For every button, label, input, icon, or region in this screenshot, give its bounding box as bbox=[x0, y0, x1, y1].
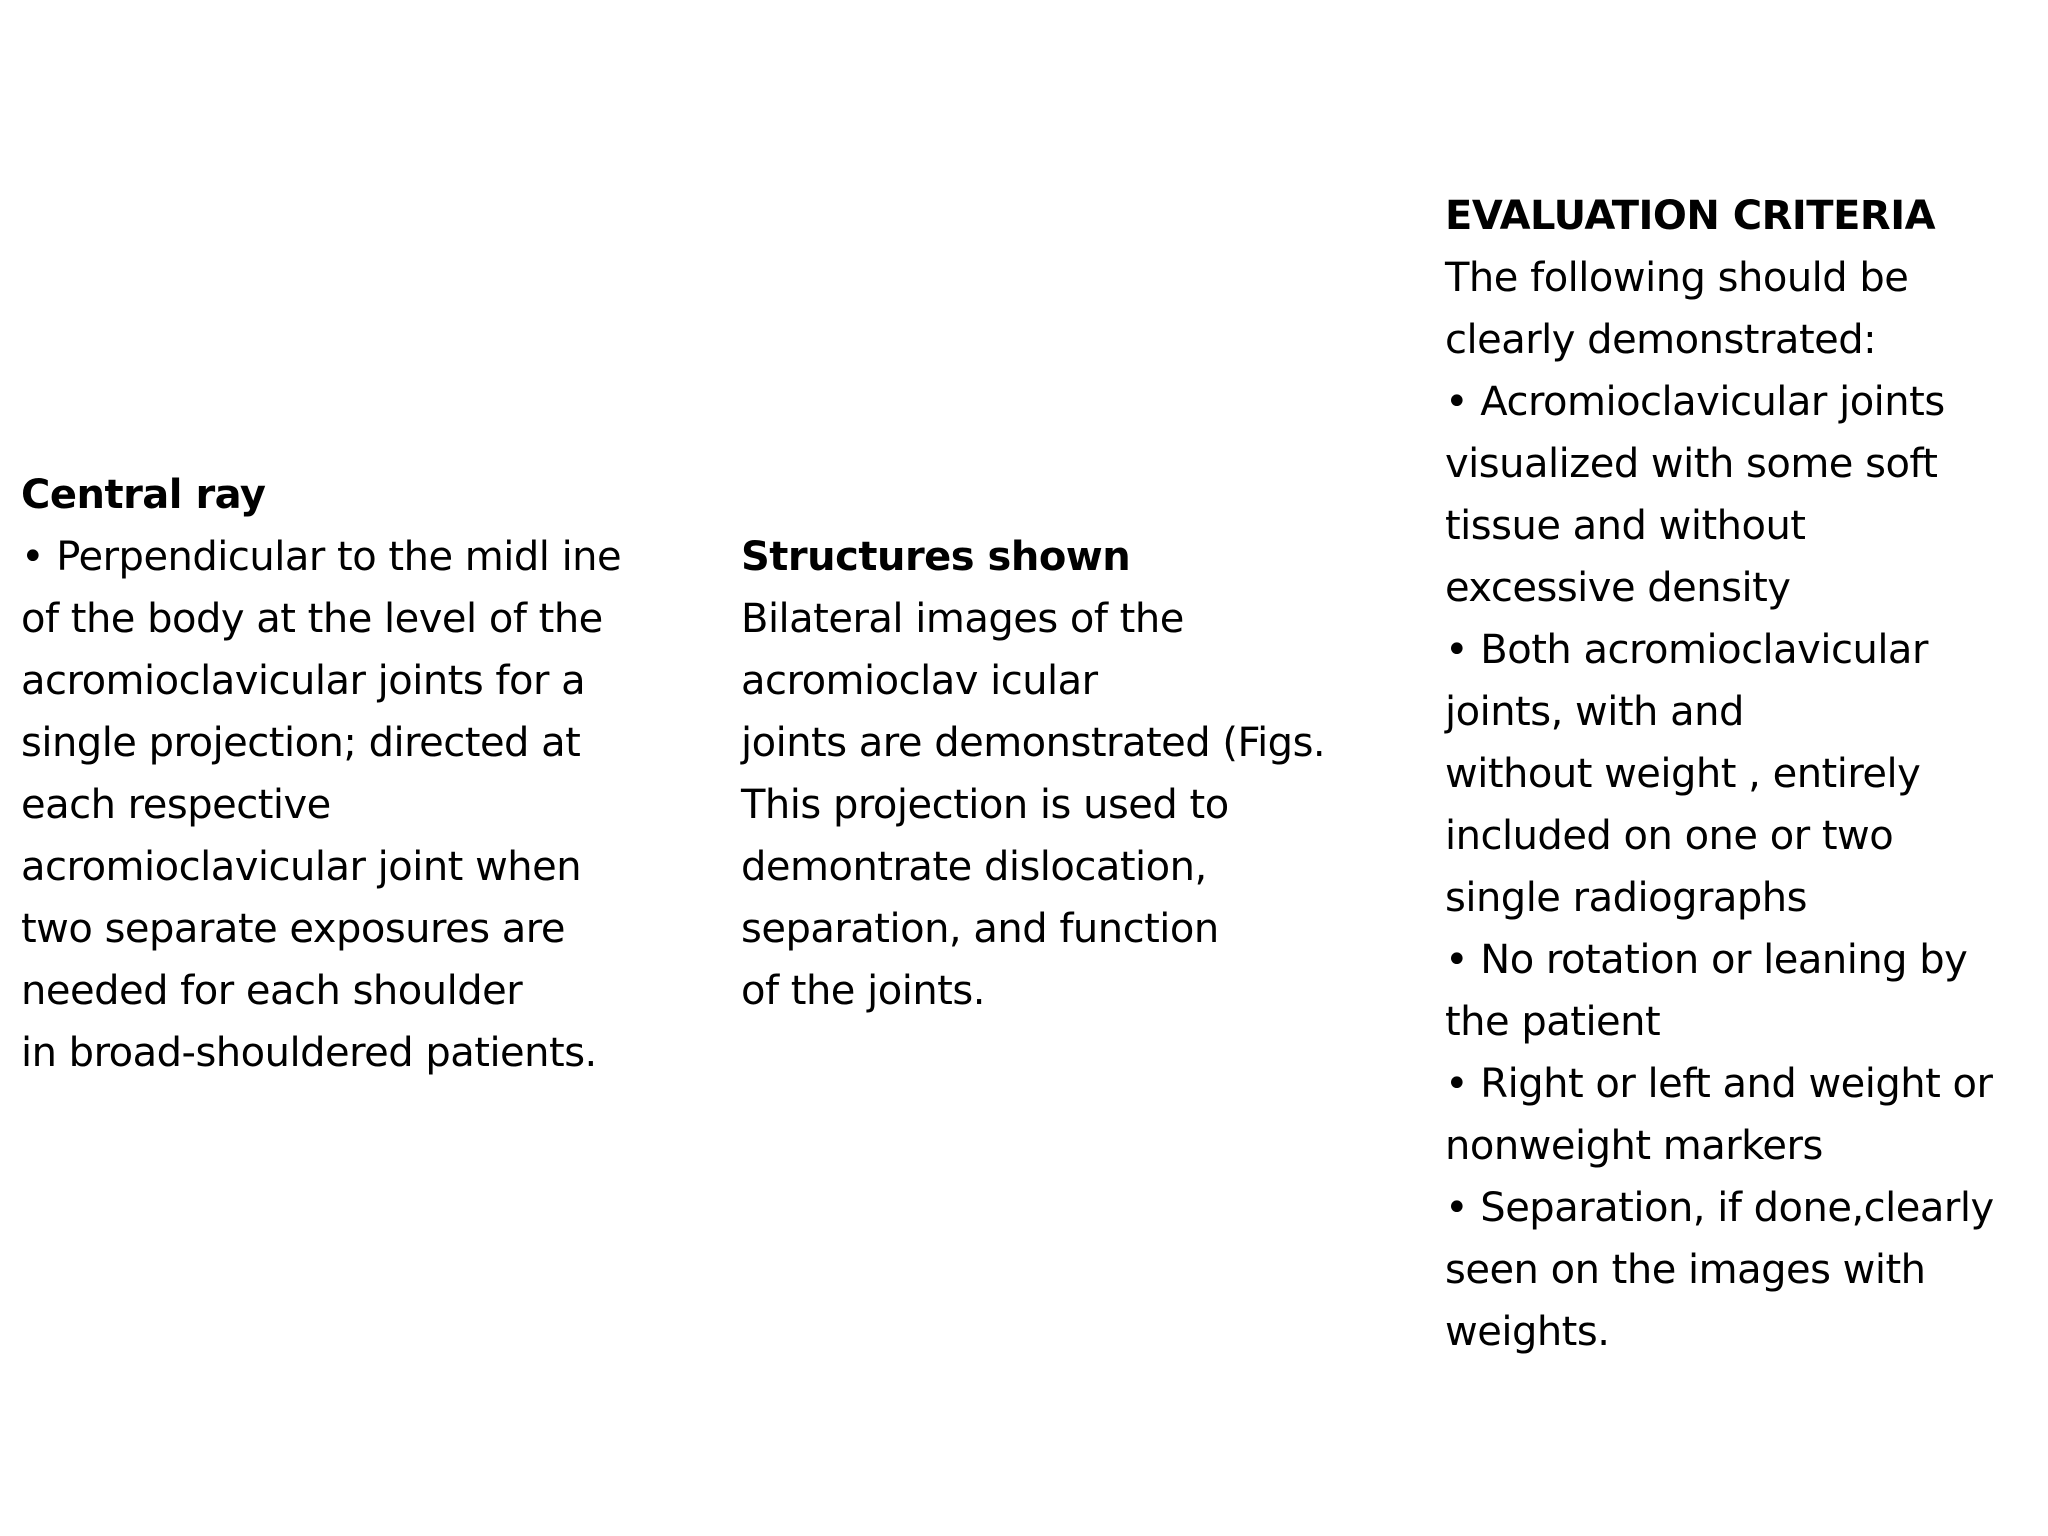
evaluation-criteria-line: visualized with some soft bbox=[1445, 441, 1938, 487]
evaluation-criteria-line: The following should be bbox=[1445, 255, 1909, 301]
central-ray-line: single projection; directed at bbox=[21, 720, 581, 766]
structures-shown-line: Bilateral images of the bbox=[741, 596, 1184, 642]
evaluation-criteria-line: • Separation, if done,clearly bbox=[1445, 1185, 1994, 1231]
evaluation-criteria-line: seen on the images with bbox=[1445, 1247, 1926, 1293]
evaluation-criteria-line: tissue and without bbox=[1445, 503, 1806, 549]
evaluation-criteria-heading: EVALUATION CRITERIA bbox=[1445, 193, 1936, 239]
evaluation-criteria-line: without weight , entirely bbox=[1445, 751, 1921, 797]
central-ray-heading: Central ray bbox=[21, 472, 266, 518]
structures-shown-line: This projection is used to bbox=[741, 782, 1229, 828]
central-ray-line: of the body at the level of the bbox=[21, 596, 603, 642]
evaluation-criteria-line: • Right or left and weight or bbox=[1445, 1061, 1993, 1107]
evaluation-criteria-line: weights. bbox=[1445, 1309, 1610, 1355]
evaluation-criteria-section bbox=[1445, 185, 1994, 1363]
evaluation-criteria-line: • Acromioclavicular joints bbox=[1445, 379, 1945, 425]
evaluation-criteria-line: included on one or two bbox=[1445, 813, 1894, 859]
structures-shown-heading: Structures shown bbox=[741, 534, 1131, 580]
structures-shown-line: joints are demonstrated (Figs. bbox=[741, 720, 1326, 766]
structures-shown-section bbox=[741, 526, 1325, 1022]
structures-shown-line: of the joints. bbox=[741, 968, 985, 1014]
central-ray-line: • Perpendicular to the midl ine bbox=[21, 534, 622, 580]
structures-shown-line: separation, and function bbox=[741, 906, 1219, 952]
evaluation-criteria-line: the patient bbox=[1445, 999, 1661, 1045]
evaluation-criteria-line: clearly demonstrated: bbox=[1445, 317, 1877, 363]
evaluation-criteria-line: joints, with and bbox=[1445, 689, 1744, 735]
evaluation-criteria-line: • No rotation or leaning by bbox=[1445, 937, 1968, 983]
evaluation-criteria-line: single radiographs bbox=[1445, 875, 1807, 921]
evaluation-criteria-line: • Both acromioclavicular bbox=[1445, 627, 1928, 673]
structures-shown-line: demontrate dislocation, bbox=[741, 844, 1207, 890]
central-ray-line: acromioclavicular joint when bbox=[21, 844, 582, 890]
central-ray-section bbox=[21, 464, 621, 1084]
central-ray-line: needed for each shoulder bbox=[21, 968, 523, 1014]
central-ray-line: two separate exposures are bbox=[21, 906, 565, 952]
evaluation-criteria-line: nonweight markers bbox=[1445, 1123, 1823, 1169]
structures-shown-line: acromioclav icular bbox=[741, 658, 1098, 704]
central-ray-line: each respective bbox=[21, 782, 331, 828]
evaluation-criteria-line: excessive density bbox=[1445, 565, 1791, 611]
central-ray-line: acromioclavicular joints for a bbox=[21, 658, 586, 704]
central-ray-line: in broad-shouldered patients. bbox=[21, 1030, 597, 1076]
